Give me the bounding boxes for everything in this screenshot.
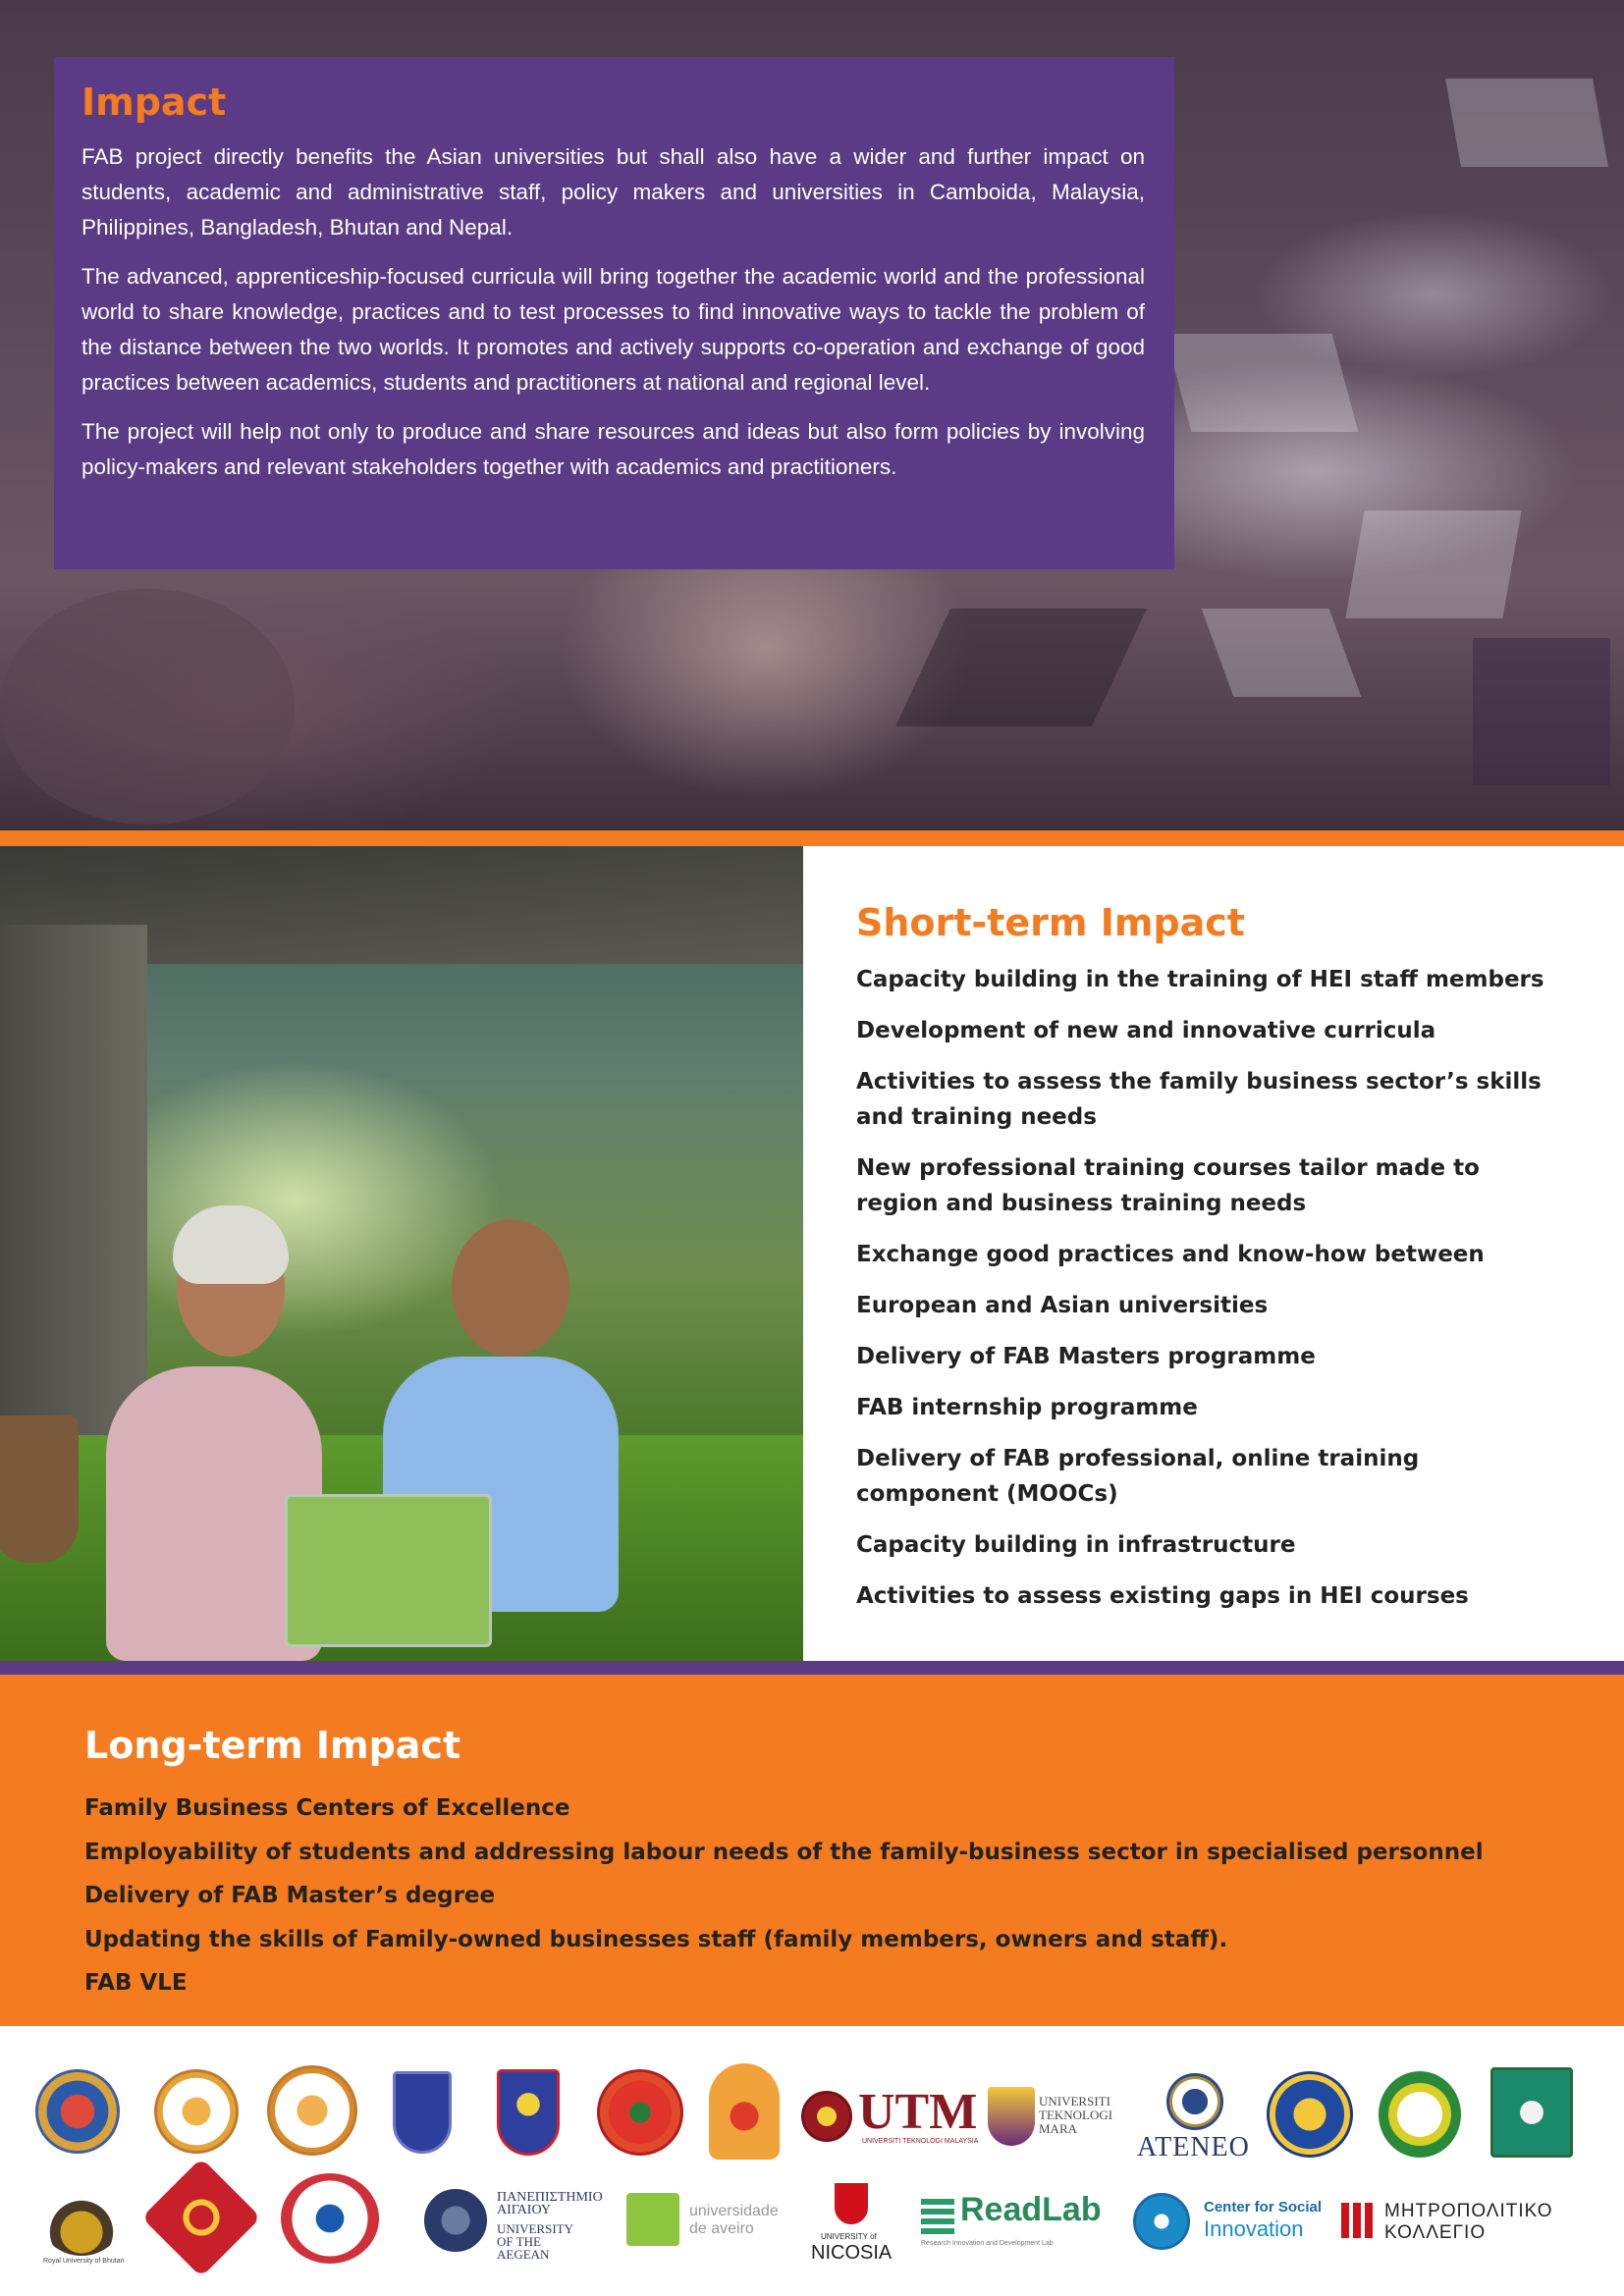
purple-divider bbox=[0, 1661, 1624, 1675]
ateneo-seal bbox=[1166, 2073, 1223, 2130]
long-term-title: Long-term Impact bbox=[84, 1724, 461, 1767]
readlab-wordmark: ReadLab bbox=[960, 2191, 1102, 2228]
list-item: Exchange good practices and know-how between bbox=[856, 1242, 1485, 1267]
readlab-icon bbox=[921, 2199, 954, 2236]
csi-logo bbox=[1133, 2193, 1190, 2250]
list-item: Activities to assess existing gaps in HEI courses bbox=[856, 1583, 1469, 1609]
impact-paragraph: The project will help not only to produce and share resources and ideas but also form policies by involving policy-makers and relevant stakeholders together with academics and practitioners. bbox=[81, 419, 1145, 479]
orange-divider bbox=[0, 830, 1624, 846]
impact-panel bbox=[54, 57, 1174, 569]
aveiro-logo bbox=[626, 2193, 679, 2246]
royal-university-bhutan-logo bbox=[39, 2177, 124, 2256]
aveiro-wordmark: universidade de aveiro bbox=[689, 2203, 779, 2237]
partner-crest-logo bbox=[709, 2063, 780, 2160]
short-term-section bbox=[856, 901, 1563, 1629]
list-item: Delivery of FAB Masters programme bbox=[856, 1344, 1316, 1369]
partner-star-logo bbox=[141, 2158, 261, 2277]
list-item: European and Asian universities bbox=[856, 1293, 1269, 1318]
grandmother-boy-photo bbox=[0, 846, 803, 1661]
list-item: Development of new and innovative curricula bbox=[856, 1018, 1436, 1043]
impact-paragraph: The advanced, apprenticeship-focused curricula will bring together the academic world and the professional world to share knowledge, practices and to test processes to find innovative ways to tackle the problem of the distance between the two worlds. It promotes and actively supports co-operation and exchange of good practices between academics, students and practitioners at national and regional level. bbox=[81, 264, 1145, 395]
uitm-wordmark: UNIVERSITI TEKNOLOGI MARA bbox=[1039, 2094, 1113, 2136]
list-item: FAB internship programme bbox=[856, 1395, 1198, 1420]
partner-seal-logo bbox=[267, 2065, 357, 2156]
aegean-english-wordmark: UNIVERSITY OF THE AEGEAN bbox=[497, 2221, 573, 2262]
partner-shield-logo bbox=[497, 2069, 560, 2156]
nicosia-caption: UNIVERSITY of bbox=[821, 2232, 877, 2241]
partner-seal-logo bbox=[281, 2173, 379, 2264]
partner-seal-logo bbox=[1267, 2071, 1353, 2158]
list-item: Updating the skills of Family-owned businesses staff (family members, owners and staff). bbox=[84, 1926, 1228, 1952]
readlab-subtitle: Research Innovation and Development Lab bbox=[921, 2240, 1054, 2247]
nicosia-logo bbox=[835, 2183, 868, 2224]
list-item: Capacity building in infrastructure bbox=[856, 1532, 1296, 1558]
impact-title: Impact bbox=[81, 80, 227, 124]
list-item: Family Business Centers of Excellence bbox=[84, 1795, 570, 1821]
partner-seal-logo bbox=[597, 2069, 683, 2156]
ateneo-wordmark: ATENEO bbox=[1137, 2132, 1250, 2163]
long-term-section bbox=[0, 1675, 1624, 2026]
partner-shield-logo bbox=[393, 2071, 452, 2154]
list-item: Employability of students and addressing labour needs of the family-business sector in specialised personnel bbox=[84, 1839, 1484, 1865]
impact-paragraph: FAB project directly benefits the Asian universities but shall also have a wider and further impact on students, academic and administrative staff, policy makers and universities in Camboida, Malaysia, Philippines, Bangladesh, Bhutan and Nepal. bbox=[81, 144, 1145, 240]
utm-wordmark: UTM bbox=[858, 2084, 978, 2140]
list-item: Delivery of FAB Master’s degree bbox=[84, 1883, 496, 1908]
list-item: New professional training courses tailor made to region and business training needs bbox=[856, 1155, 1480, 1216]
utm-subtitle: UNIVERSITI TEKNOLOGI MALAYSIA bbox=[862, 2138, 979, 2145]
list-item: Capacity building in the training of HEI staff members bbox=[856, 967, 1544, 992]
csi-wordmark-top: Center for Social bbox=[1204, 2199, 1323, 2216]
partner-logos bbox=[0, 2026, 1624, 2296]
mk-wordmark-top: ΜΗΤΡΟΠΟΛΙΤΙΚΟ bbox=[1384, 2201, 1553, 2221]
aegean-greek-wordmark: ΠΑΝΕΠΙΣΤΗΜΙΟ ΑΙΓΑΙΟΥ bbox=[497, 2190, 603, 2217]
partner-seal-logo bbox=[35, 2069, 120, 2154]
aegean-logo bbox=[424, 2189, 487, 2252]
list-item: FAB VLE bbox=[84, 1970, 188, 1996]
utm-logo bbox=[801, 2091, 852, 2142]
bhutan-caption: Royal University of Bhutan bbox=[43, 2258, 125, 2265]
mk-logo bbox=[1341, 2203, 1377, 2238]
mk-wordmark-bottom: ΚΟΛΛΕΓΙΟ bbox=[1384, 2222, 1487, 2243]
csi-wordmark-bottom: Innovation bbox=[1204, 2216, 1304, 2241]
list-item: Activities to assess the family business sector’s skills and training needs bbox=[856, 1069, 1542, 1130]
partner-shield-logo bbox=[1490, 2067, 1573, 2158]
partner-seal-logo bbox=[1379, 2071, 1461, 2158]
list-item: Delivery of FAB professional, online training component (MOOCs) bbox=[856, 1446, 1420, 1507]
uitm-logo bbox=[988, 2087, 1035, 2146]
short-term-title: Short-term Impact bbox=[856, 901, 1245, 944]
nicosia-wordmark: NICOSIA bbox=[811, 2242, 893, 2264]
hero-background-photo bbox=[0, 0, 1624, 830]
partner-seal-logo bbox=[154, 2069, 239, 2154]
